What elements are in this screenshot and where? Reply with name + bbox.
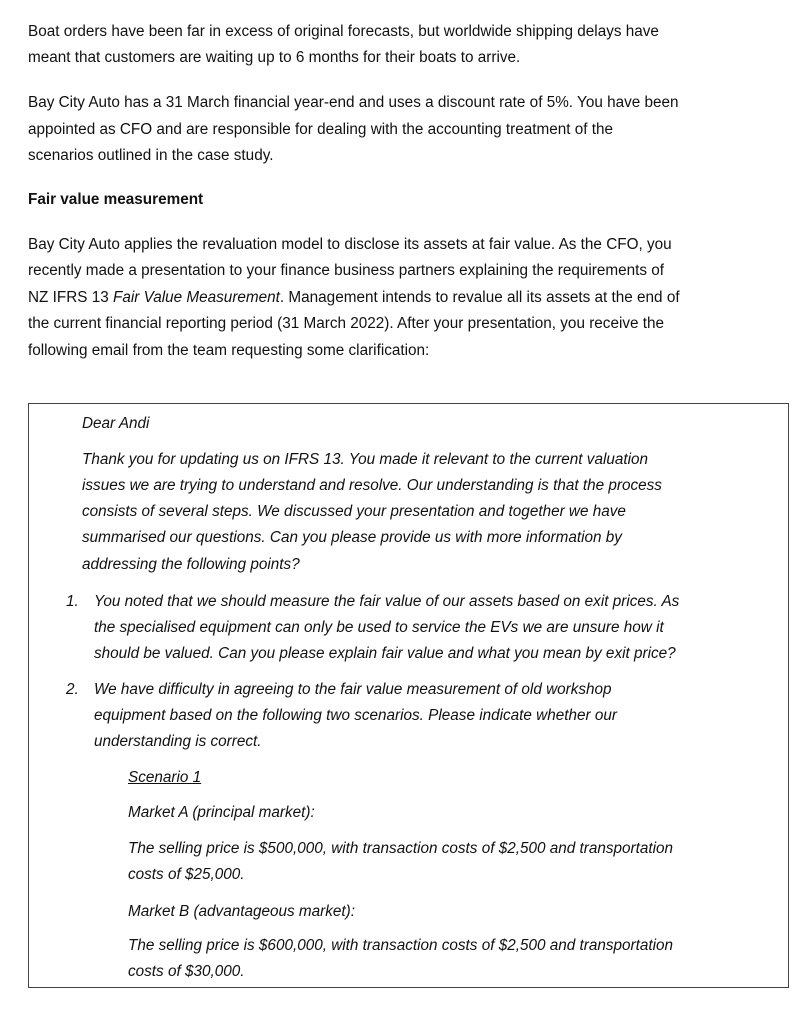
text-line: recently made a presentation to your finance business partners explaining the requirements of xyxy=(28,262,665,279)
text-line: following email from the team requesting some clarification: xyxy=(28,342,430,359)
text-line: You noted that we should measure the fair value of our assets based on exit prices. As xyxy=(94,593,680,610)
text-line: understanding is correct. xyxy=(94,733,262,750)
text-line: summarised our questions. Can you please provide us with more information by xyxy=(82,529,622,546)
standard-title: Fair Value Measurement xyxy=(113,289,280,306)
text: . Management intends to revalue all its assets at the end of xyxy=(279,289,680,306)
text-line: the specialised equipment can only be used to service the EVs we are unsure how it xyxy=(94,619,664,636)
list-number: 2. xyxy=(66,681,79,698)
list-number: 1. xyxy=(66,593,79,610)
text-line: Bay City Auto has a 31 March financial year-end and uses a discount rate of 5%. You have been xyxy=(28,94,679,111)
text-line: should be valued. Can you please explain fair value and what you mean by exit price? xyxy=(94,645,676,662)
text-line: equipment based on the following two scenarios. Please indicate whether our xyxy=(94,707,617,724)
market-a-label: Market A (principal market): xyxy=(128,804,315,821)
text-line xyxy=(28,288,680,308)
market-b-label: Market B (advantageous market): xyxy=(128,903,356,920)
text-line: the current financial reporting period (31 March 2022). After your presentation, you receive the xyxy=(28,315,665,332)
text-line: costs of $30,000. xyxy=(128,963,245,980)
text-line: costs of $25,000. xyxy=(128,866,245,883)
text-line: consists of several steps. We discussed your presentation and together we have xyxy=(82,503,626,520)
text-line: Thank you for updating us on IFRS 13. You made it relevant to the current valuation xyxy=(82,451,649,468)
text-line: Boat orders have been far in excess of original forecasts, but worldwide shipping delays have xyxy=(28,23,659,40)
text-line: Bay City Auto applies the revaluation model to disclose its assets at fair value. As the CFO, you xyxy=(28,236,672,253)
text-line: We have difficulty in agreeing to the fair value measurement of old workshop xyxy=(94,681,612,698)
text-line: meant that customers are waiting up to 6 months for their boats to arrive. xyxy=(28,49,521,66)
text-line: appointed as CFO and are responsible for dealing with the accounting treatment of the xyxy=(28,121,614,138)
scenario-title: Scenario 1 xyxy=(128,769,202,786)
text: NZ IFRS 13 xyxy=(28,289,113,306)
section-heading: Fair value measurement xyxy=(28,191,204,208)
text-line: scenarios outlined in the case study. xyxy=(28,147,274,164)
text-line: The selling price is $600,000, with transaction costs of $2,500 and transportation xyxy=(128,937,674,954)
text-line: addressing the following points? xyxy=(82,556,300,573)
text-line: The selling price is $500,000, with transaction costs of $2,500 and transportation xyxy=(128,840,674,857)
email-greeting: Dear Andi xyxy=(82,415,150,432)
text-line: issues we are trying to understand and resolve. Our understanding is that the process xyxy=(82,477,662,494)
